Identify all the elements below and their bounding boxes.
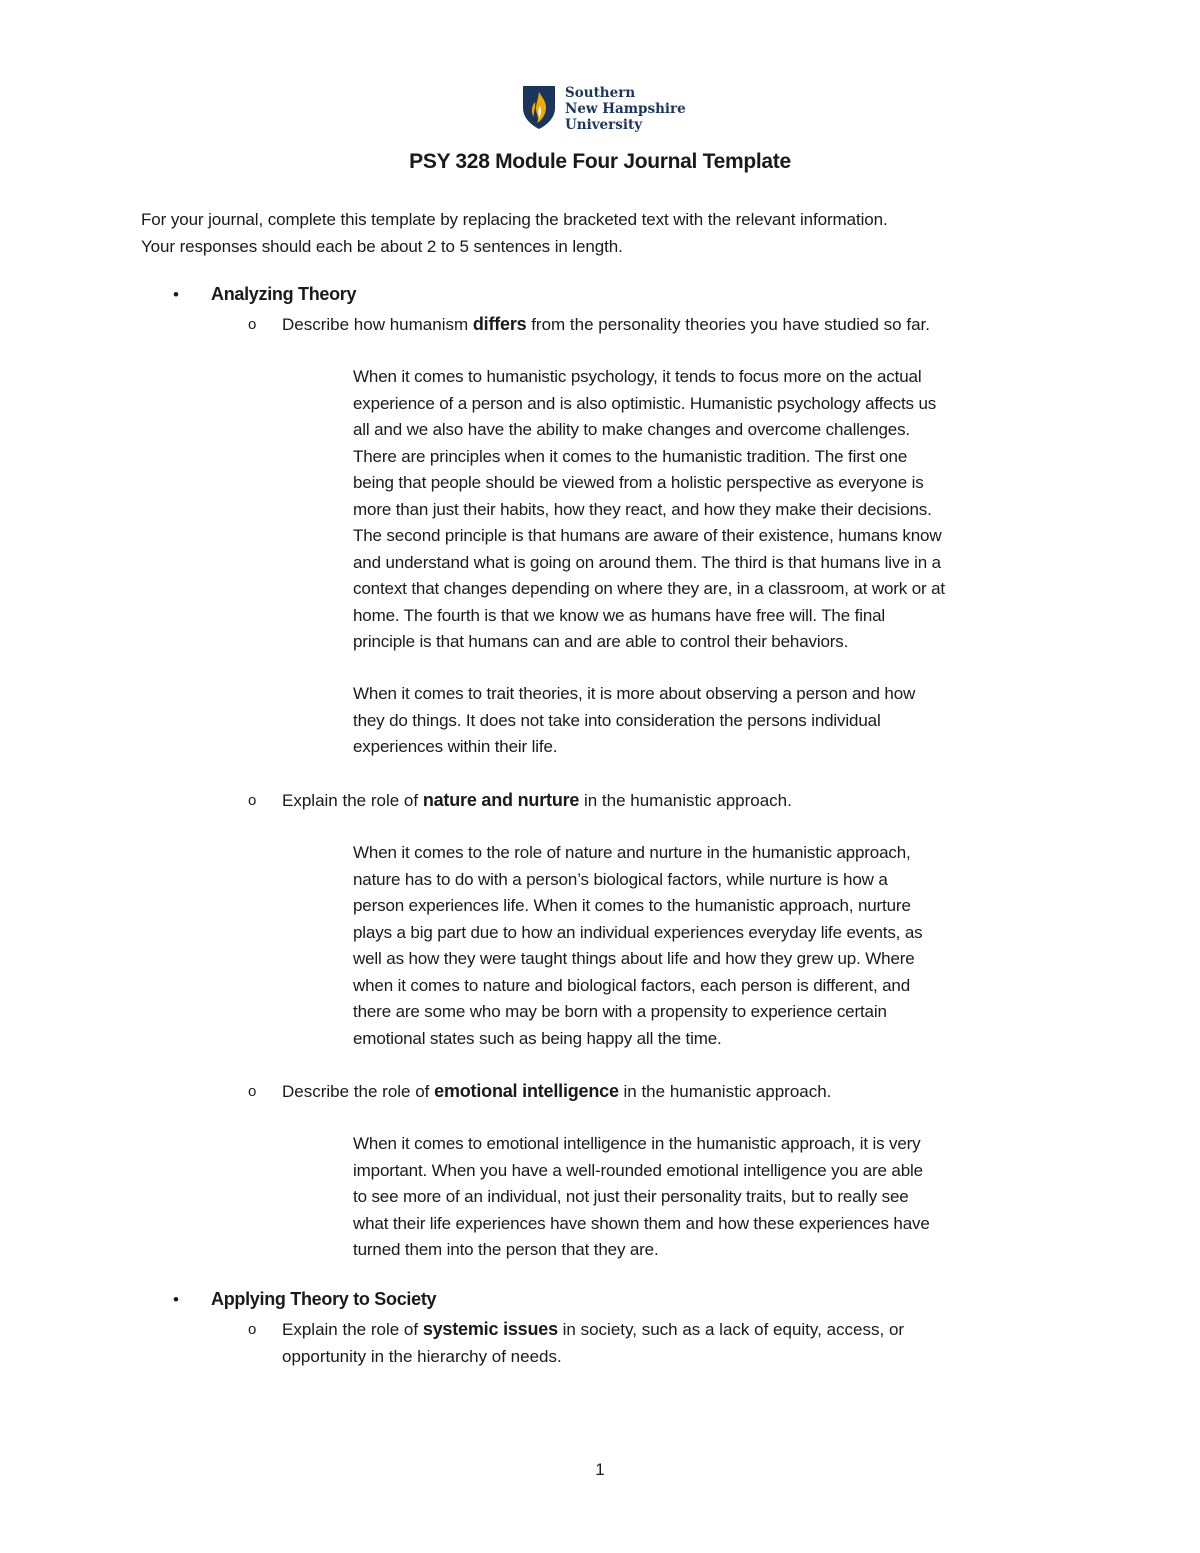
answer-line: The second principle is that humans are aware of their existence, humans know bbox=[353, 526, 942, 545]
prompt-keyword: systemic issues bbox=[422, 1319, 558, 1339]
answer-line: person experiences life. When it comes to the humanistic approach, nurture bbox=[353, 896, 911, 915]
document-title: PSY 328 Module Four Journal Template bbox=[409, 150, 791, 173]
prompt-item bbox=[248, 311, 1048, 338]
bullet-icon: • bbox=[173, 285, 179, 304]
list-marker: o bbox=[248, 316, 257, 333]
university-logo bbox=[521, 84, 686, 133]
answer-line: important. When you have a well-rounded emotional intelligence you are able bbox=[353, 1160, 923, 1180]
prompt-text: Explain the role of bbox=[282, 1320, 423, 1339]
intro-line: Your responses should each be about 2 to 5 sentences in length. bbox=[141, 237, 623, 256]
answer-line: there are some who may be born with a propensity to experience certain bbox=[353, 1002, 887, 1021]
answer-line: more than just their habits, how they react, and how they make their decisions. bbox=[353, 499, 932, 519]
bullet-icon: • bbox=[173, 1290, 179, 1309]
answer-line: experiences within their life. bbox=[353, 737, 558, 756]
logo-line: Southern bbox=[565, 85, 636, 101]
answer-line: being that people should be viewed from a holistic perspective as everyone is bbox=[353, 473, 924, 492]
section-heading-row bbox=[173, 1289, 436, 1310]
prompt-item bbox=[248, 787, 1048, 814]
list-marker: o bbox=[248, 792, 257, 809]
answer-line: There are principles when it comes to the humanistic tradition. The first one bbox=[353, 446, 908, 466]
section-heading: Applying Theory to Society bbox=[211, 1289, 437, 1309]
answer-line: emotional states such as being happy all the time. bbox=[353, 1028, 722, 1048]
prompt-item bbox=[248, 1078, 1048, 1105]
answer-line: plays a big part due to how an individual experiences everyday life events, as bbox=[353, 922, 923, 942]
answer-line: When it comes to humanistic psychology, it tends to focus more on the actual bbox=[353, 367, 922, 386]
shield-flame-icon bbox=[521, 84, 557, 130]
prompt-text: Describe how humanism bbox=[282, 315, 473, 334]
prompt-text: from the personality theories you have studied so far. bbox=[526, 315, 930, 334]
intro-line: For your journal, complete this template by replacing the bracketed text with the relevant information. bbox=[141, 210, 888, 229]
answer-line: and understand what is going on around them. The third is that humans live in a bbox=[353, 552, 941, 572]
answer-paragraph bbox=[353, 364, 1073, 656]
logo-line: New Hampshire bbox=[565, 101, 686, 117]
prompt-text: Explain the role of bbox=[282, 791, 423, 810]
prompt-keyword: nature and nurture bbox=[422, 790, 580, 810]
answer-line: experience of a person and is also optimistic. Humanistic psychology affects us bbox=[353, 393, 937, 413]
answer-line: context that changes depending on where they are, in a classroom, at work or at bbox=[353, 579, 945, 598]
answer-line: nature has to do with a person’s biological factors, while nurture is how a bbox=[353, 869, 888, 889]
answer-line: they do things. It does not take into consideration the persons individual bbox=[353, 710, 881, 730]
prompt-text: Describe the role of bbox=[282, 1082, 435, 1101]
logo-line: University bbox=[565, 117, 643, 133]
answer-line: turned them into the person that they are. bbox=[353, 1240, 659, 1259]
answer-line: well as how they were taught things about life and how they grew up. Where bbox=[353, 949, 915, 968]
prompt-text: in the humanistic approach. bbox=[618, 1082, 832, 1101]
prompt-keyword: differs bbox=[472, 314, 527, 334]
answer-line: home. The fourth is that we know we as humans have free will. The final bbox=[353, 605, 886, 625]
answer-line: When it comes to emotional intelligence in the humanistic approach, it is very bbox=[353, 1134, 921, 1153]
logo-wordmark bbox=[565, 85, 686, 133]
answer-line: when it comes to nature and biological factors, each person is different, and bbox=[353, 975, 911, 995]
page-number: 1 bbox=[595, 1460, 605, 1479]
intro-paragraph bbox=[141, 206, 1081, 260]
section-heading: Analyzing Theory bbox=[211, 284, 357, 304]
answer-line: to see more of an individual, not just their personality traits, but to really see bbox=[353, 1187, 909, 1206]
answer-paragraph bbox=[353, 1131, 1073, 1264]
answer-line: all and we also have the ability to make changes and overcome challenges. bbox=[353, 420, 911, 439]
answer-paragraph bbox=[353, 840, 1073, 1052]
answer-line: principle is that humans can and are able to control their behaviors. bbox=[353, 632, 849, 651]
answer-line: When it comes to the role of nature and nurture in the humanistic approach, bbox=[353, 843, 911, 862]
list-marker: o bbox=[248, 1321, 257, 1338]
prompt-text: opportunity in the hierarchy of needs. bbox=[282, 1347, 562, 1366]
prompt-keyword: emotional intelligence bbox=[434, 1081, 619, 1101]
answer-line: what their life experiences have shown them and how these experiences have bbox=[353, 1213, 930, 1233]
prompt-text: in society, such as a lack of equity, access, or bbox=[557, 1320, 905, 1339]
answer-paragraph bbox=[353, 681, 1073, 761]
prompt-item bbox=[248, 1316, 1048, 1370]
section-heading-row bbox=[173, 284, 356, 305]
prompt-text: in the humanistic approach. bbox=[579, 791, 792, 810]
list-marker: o bbox=[248, 1083, 257, 1100]
answer-line: When it comes to trait theories, it is more about observing a person and how bbox=[353, 684, 916, 703]
